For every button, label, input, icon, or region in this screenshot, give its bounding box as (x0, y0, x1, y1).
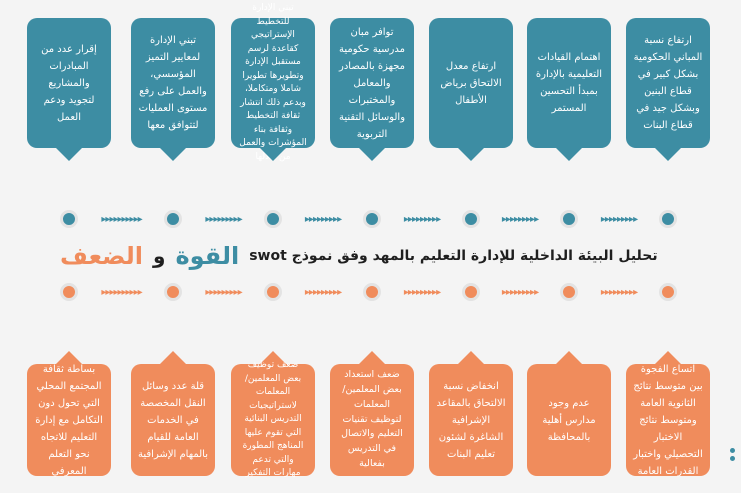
corner-dot (730, 456, 735, 461)
strength-card-1 (626, 18, 710, 148)
weakness-card-4 (330, 364, 414, 476)
strength-card-7 (27, 18, 111, 148)
weakness-node-7 (60, 283, 78, 301)
strength-text-6: تبني الإدارة لمعايير التميز المؤسسي، والعمل على رفع مستوى العمليات لتتوافق معها (138, 35, 208, 131)
weakness-text-3: انخفاض نسبة الالتحاق بالمقاعد الإشرافية الشاغرة لشئون تعليم البنات (436, 380, 506, 460)
weakness-text-4: ضعف استعداد بعض المعلمين/المعلمات لتوظيف تقنيات التعليم والاتصال في التدريس بفعالية (341, 369, 403, 469)
weakness-connector-1: ▸▸▸▸▸▸▸▸▸ (600, 286, 638, 298)
strength-text-7: إقرار عدد من المبادرات والمشاريع لتجويد ودعم العمل (41, 43, 97, 123)
strength-connector-1: ▸▸▸▸▸▸▸▸▸ (600, 213, 638, 225)
title-strength-word: القوة (175, 242, 240, 270)
weakness-card-2 (527, 364, 611, 476)
weakness-card-7 (27, 364, 111, 476)
weakness-connector-5: ▸▸▸▸▸▸▸▸▸ (205, 286, 242, 298)
weakness-text-2: عدم وجود مدارس أهلية بالمحافظة (542, 397, 596, 443)
corner-dot (730, 448, 735, 453)
weakness-node-2 (560, 283, 578, 301)
strength-pointer-3 (457, 147, 485, 161)
weakness-node-4 (363, 283, 381, 301)
strength-node-5 (264, 210, 282, 228)
strength-pointer-7 (55, 147, 83, 161)
corner-decoration (730, 448, 735, 461)
weakness-connector-2: ▸▸▸▸▸▸▸▸▸ (501, 286, 539, 298)
weakness-pointer-3 (457, 351, 485, 365)
weakness-node-5 (264, 283, 282, 301)
strength-card-6 (131, 18, 215, 148)
title-and-word: و (153, 244, 166, 268)
strength-pointer-4 (358, 147, 386, 161)
weakness-card-3 (429, 364, 513, 476)
strength-text-5: تبني الإدارة للتخطيط الإستراتيجي كقاعدة لرسم مستقبل الإدارة وتطويرها تطويرا شاملا ومتكاملا، وبدعم ذلك انتشار ثقافة التخطيط وثقافة بناء المؤشرات والعمل من خلالها (239, 3, 307, 162)
weakness-connector-6: ▸▸▸▸▸▸▸▸▸▸ (101, 286, 142, 298)
weakness-pointer-2 (555, 351, 583, 365)
weakness-text-5: ضعف توظيف بعض المعلمين/المعلمات لاستراتيجيات التدريس البنائية التي تقوم عليها المناهج المطورة والتي تدعم مهارات التفكير (242, 360, 304, 479)
weakness-pointer-6 (159, 351, 187, 365)
title-main: تحليل البيئة الداخلية للإدارة التعليم بالمهد وفق نموذج swot (249, 248, 658, 264)
strength-pointer-1 (654, 147, 682, 161)
strength-connector-2: ▸▸▸▸▸▸▸▸▸ (501, 213, 539, 225)
weakness-node-6 (164, 283, 182, 301)
infographic-title (60, 236, 701, 276)
strength-card-5 (231, 3, 315, 162)
weakness-node-1 (659, 283, 677, 301)
weakness-card-1 (626, 364, 710, 476)
strength-connector-3: ▸▸▸▸▸▸▸▸▸ (403, 213, 441, 225)
weakness-text-6: قلة عدد وسائل النقل المخصصة في الخدمات العامة للقيام بالمهام الإشرافية (138, 380, 208, 460)
strength-card-3 (429, 18, 513, 148)
strength-card-2 (527, 18, 611, 148)
weakness-text-7: بساطة ثقافة المجتمع المحلي التي تحول دون التكامل مع إدارة التعليم للاتجاه نحو التعلم المعرفي (35, 363, 103, 477)
weakness-connector-4: ▸▸▸▸▸▸▸▸▸ (304, 286, 342, 298)
strength-text-1: ارتفاع نسبة المباني الحكومية بشكل كبير في قطاع البنين وبشكل جيد في قطاع البنات (633, 35, 703, 131)
weakness-text-1: اتساع الفجوة بين متوسط نتائج الثانوية العامة ومتوسط نتائج الاختبار التحصيلي واختبار القدرات العامة (633, 363, 703, 477)
strength-node-2 (560, 210, 578, 228)
strength-node-3 (462, 210, 480, 228)
strength-node-4 (363, 210, 381, 228)
strength-pointer-5 (259, 147, 287, 161)
strength-node-7 (60, 210, 78, 228)
strength-connector-6: ▸▸▸▸▸▸▸▸▸▸ (101, 213, 142, 225)
strength-connector-4: ▸▸▸▸▸▸▸▸▸ (304, 213, 342, 225)
weakness-node-3 (462, 283, 480, 301)
strength-text-2: اهتمام القيادات التعليمية بالإدارة بمبدأ التحسين المستمر (535, 52, 603, 114)
strength-connector-5: ▸▸▸▸▸▸▸▸▸ (205, 213, 242, 225)
weakness-pointer-4 (358, 351, 386, 365)
strength-pointer-6 (159, 147, 187, 161)
strength-text-4: توافر مبان مدرسية حكومية مجهزة بالمصادر والمعامل والمختبرات والوسائل التقنية التربوية (338, 26, 406, 140)
strength-pointer-2 (555, 147, 583, 161)
strength-text-3: ارتفاع معدل الالتحاق برياض الأطفال (440, 60, 502, 106)
strength-node-6 (164, 210, 182, 228)
weakness-card-6 (131, 364, 215, 476)
title-weakness-word: الضعف (60, 242, 144, 270)
strength-node-1 (659, 210, 677, 228)
weakness-card-5 (231, 360, 315, 479)
strength-card-4 (330, 18, 414, 148)
weakness-connector-3: ▸▸▸▸▸▸▸▸▸ (403, 286, 441, 298)
